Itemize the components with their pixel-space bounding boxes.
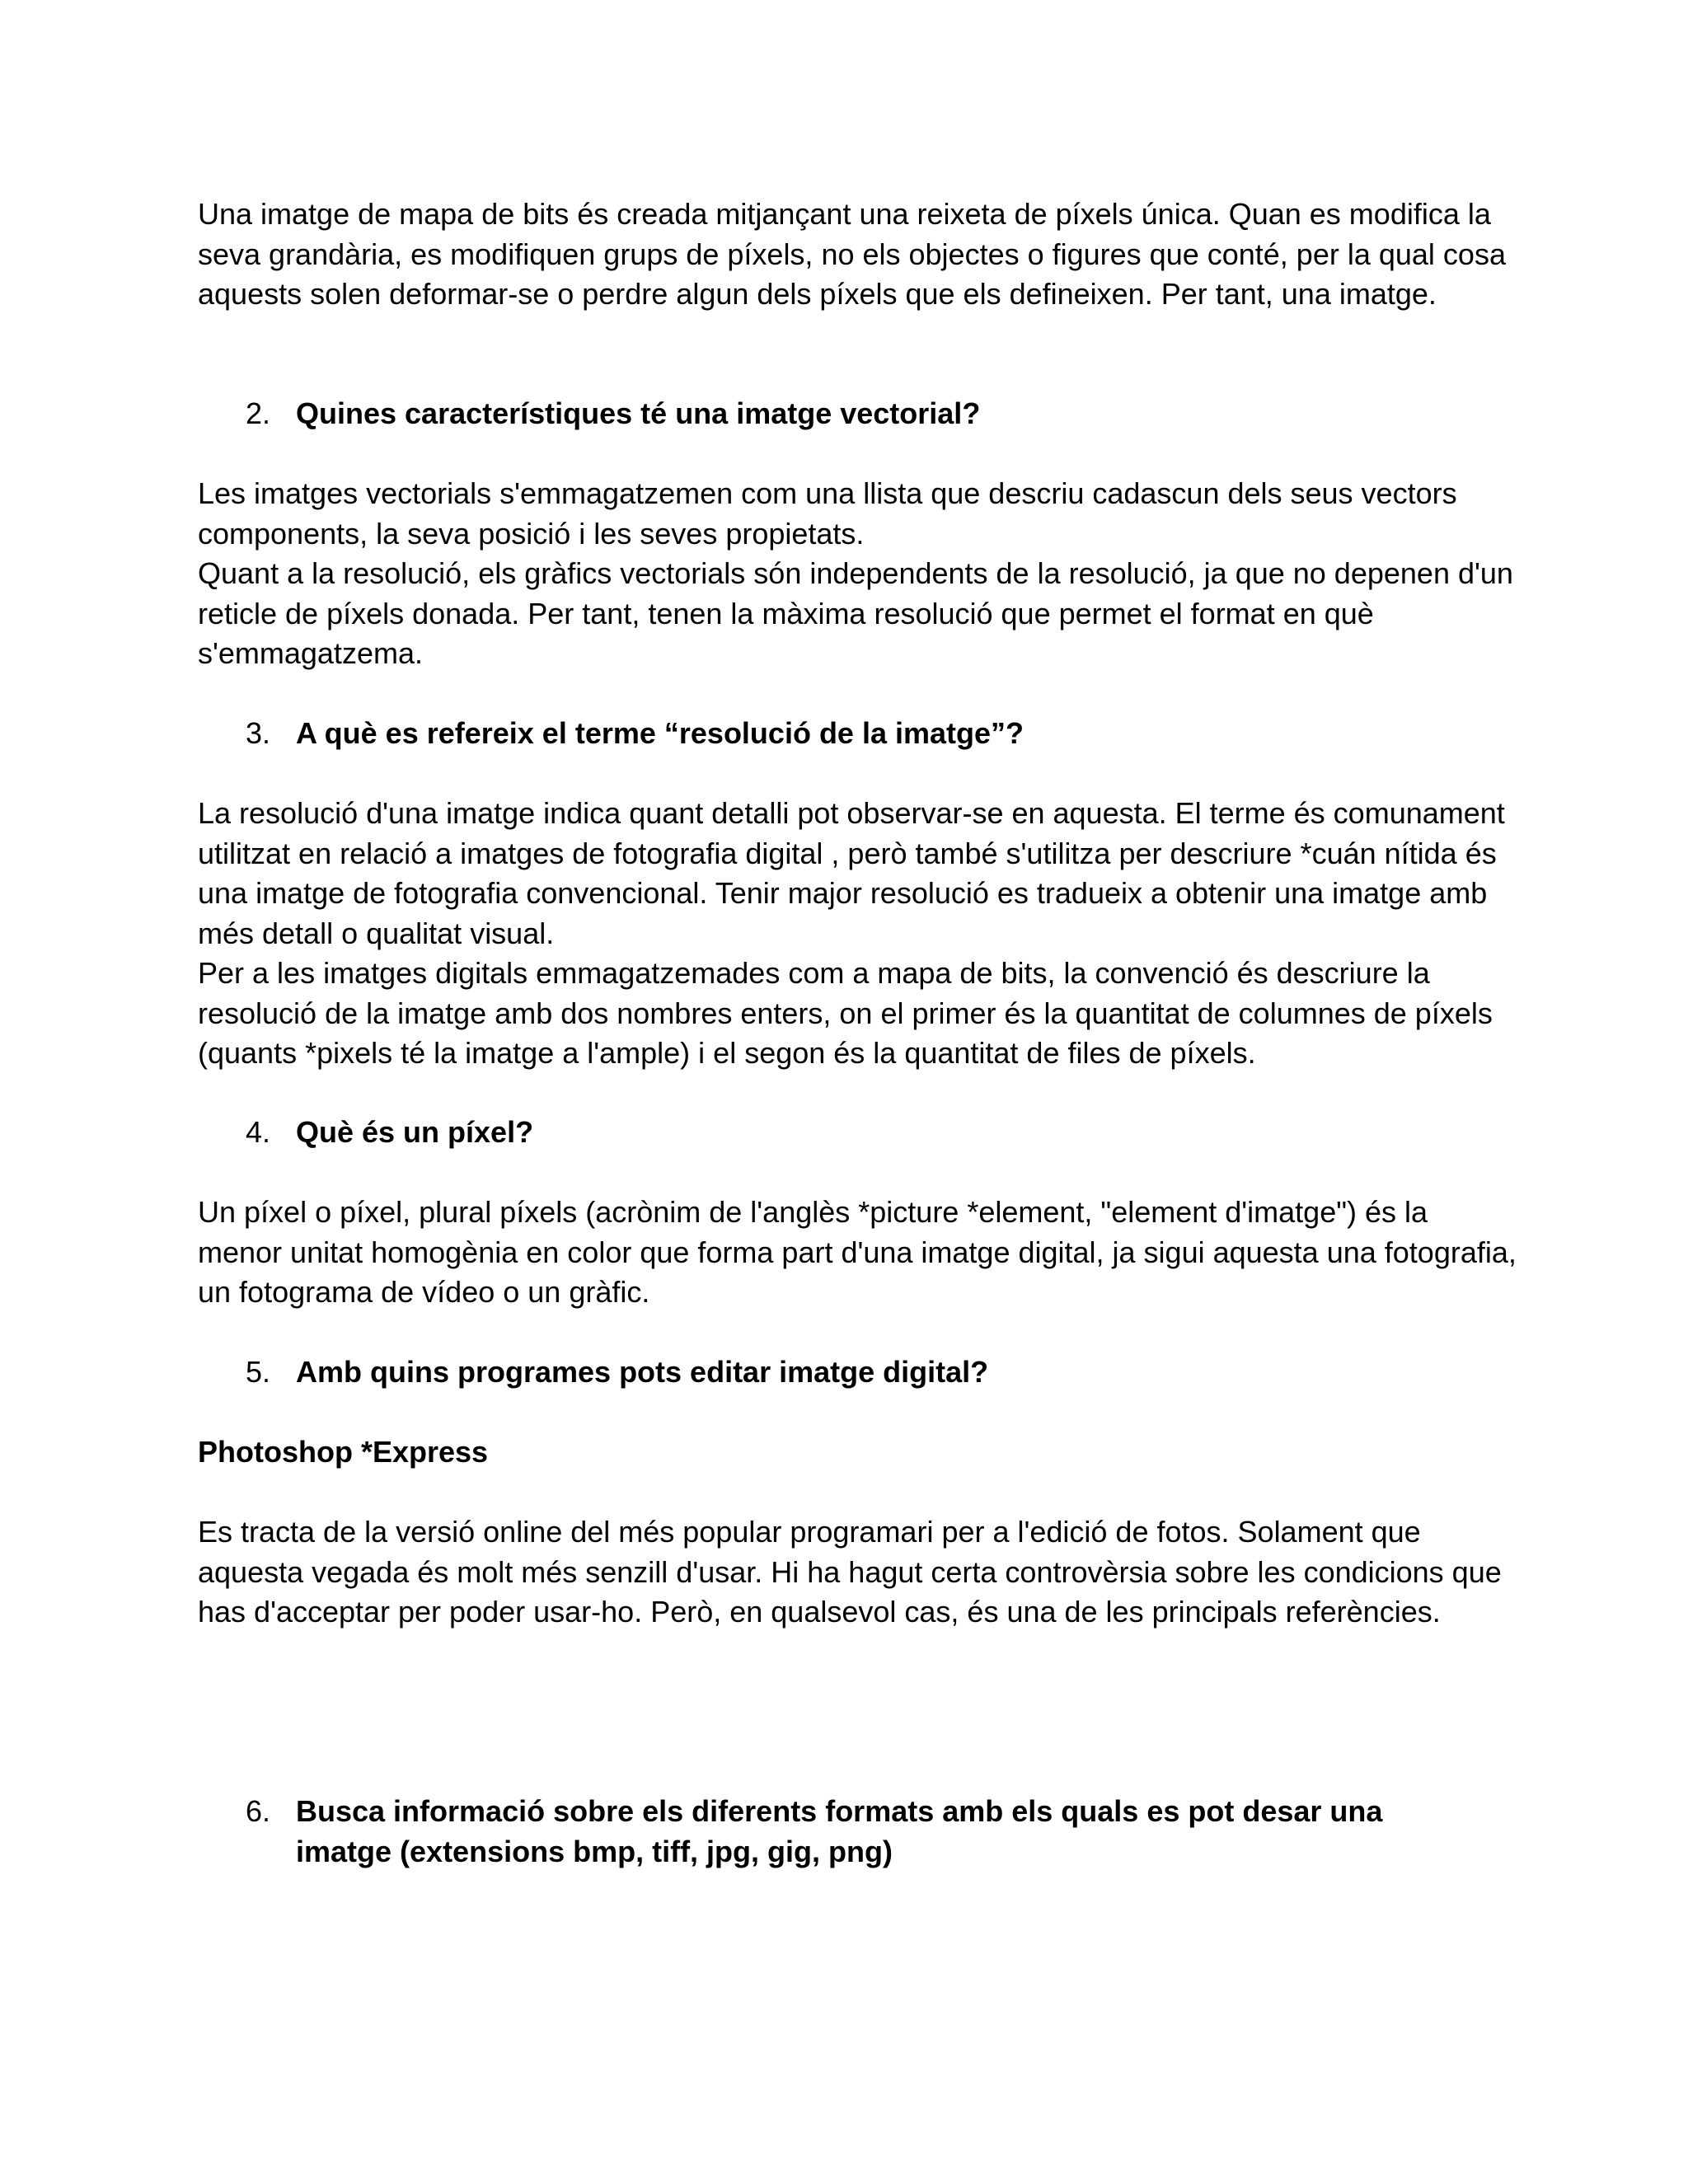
question-3-title: A què es refereix el terme “resolució de la imatge”? — [296, 716, 1025, 750]
question-5-answer: Es tracta de la versió online del més popular programari per a l'edició de fotos. Solament que aquesta vegada és molt més senzill d'usar. Hi ha hagut certa controvèrsia sobre les condicions que has d'acceptar per poder usar-ho. Però, en qualsevol cas, és una de les principals referències. — [198, 1515, 1502, 1629]
question-2-answer-2: Quant a la resolució, els gràfics vectorials són independents de la resolució, ja que no depenen d'un reticle de píxels donada. Per tant, tenen la màxima resolució que permet el format en què s'emmagatzema. — [198, 556, 1513, 670]
question-2-number: 2. — [246, 396, 271, 430]
question-5-title: Amb quins programes pots editar imatge digital? — [296, 1355, 989, 1389]
question-4-title: Què és un píxel? — [296, 1115, 534, 1149]
question-5-number: 5. — [246, 1355, 271, 1389]
question-2-title: Quines característiques té una imatge vectorial? — [296, 396, 981, 430]
question-4-number: 4. — [246, 1115, 271, 1149]
question-4-answer: Un píxel o píxel, plural píxels (acrònim de l'anglès *picture *element, "element d'imatge") és la menor unitat homogènia en color que forma part d'una imatge digital, ja sigui aquesta una fotografia, un fotograma de vídeo o un gràfic. — [198, 1195, 1517, 1309]
question-5-subheading: Photoshop *Express — [198, 1435, 489, 1469]
question-3-answer-1: La resolució d'una imatge indica quant detalli pot observar-se en aquesta. El terme és comunament utilitzat en relació a imatges de fotografia digital , però també s'utilitza per descriure *cuán nítida és una imatge de fotografia convencional. Tenir major resolució es tradueix a obtenir una imatge amb més detall o qualitat visual. — [198, 796, 1505, 950]
question-2-answer-1: Les imatges vectorials s'emmagatzemen com una llista que descriu cadascun dels seus vectors components, la seva posició i les seves propietats. — [198, 476, 1457, 551]
question-6-title: Busca informació sobre els diferents formats amb els quals es pot desar una imatge (extensions bmp, tiff, jpg, gig, png) — [296, 1794, 1383, 1868]
question-3-answer-2: Per a les imatges digitals emmagatzemades com a mapa de bits, la convenció és descriure la resolució de la imatge amb dos nombres enters, on el primer és la quantitat de columnes de píxels (quants *pixels té la imatge a l'ample) i el segon és la quantitat de files de píxels. — [198, 956, 1493, 1070]
intro-paragraph: Una imatge de mapa de bits és creada mitjançant una reixeta de píxels única. Quan es modifica la seva grandària, es modifiquen grups de píxels, no els objectes o figures que conté, per la qual cosa aquests solen deformar-se o perdre algun dels píxels que els defineixen. Per tant, una imatge. — [198, 197, 1506, 311]
question-3-number: 3. — [246, 716, 271, 750]
question-6-number: 6. — [246, 1794, 271, 1828]
